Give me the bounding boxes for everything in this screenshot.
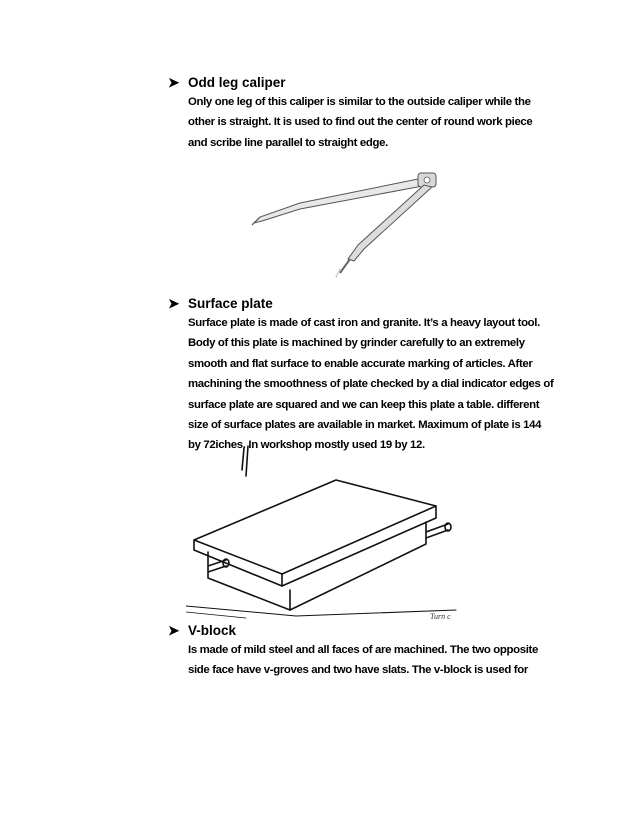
figure-caption: Turn c: [430, 612, 451, 620]
paragraph-line: Surface plate is made of cast iron and granite. It’s a heavy layout tool.: [188, 317, 540, 329]
odd-leg-caliper-image: [240, 165, 440, 285]
surface-plate-image: [186, 440, 466, 620]
paragraph-line: Is made of mild steel and all faces of are machined. The two opposite: [188, 644, 538, 656]
heading-surface-plate: [168, 296, 273, 312]
paragraph-line: machining the smoothness of plate checked by a dial indicator edges of: [188, 378, 554, 391]
arrow-bullet-icon: ➤: [168, 296, 180, 311]
paragraph-line: size of surface plates are available in market. Maximum of plate is 144: [188, 419, 542, 432]
heading-text: Odd leg caliper: [188, 75, 286, 90]
paragraph-line: Only one leg of this caliper is similar to the outside caliper while the: [188, 96, 531, 108]
heading-odd-leg-caliper: [168, 75, 286, 91]
paragraph-line: surface plate are squared and we can keep this plate a table. different: [188, 398, 540, 411]
paragraph-line: other is straight. It is used to find out the center of round work piece: [188, 116, 533, 129]
arrow-bullet-icon: ➤: [168, 623, 180, 638]
heading-text: V-block: [188, 623, 237, 638]
heading-text: Surface plate: [188, 296, 273, 311]
paragraph-v-block: [188, 640, 588, 681]
paragraph-odd-leg-caliper: [188, 92, 588, 153]
paragraph-line: and scribe line parallel to straight edge.: [188, 136, 388, 149]
paragraph-line: by 72iches. In workshop mostly used 19 by 12.: [188, 439, 425, 452]
paragraph-line: side face have v-groves and two have slats. The v-block is used for: [188, 664, 528, 677]
arrow-bullet-icon: ➤: [168, 75, 180, 90]
paragraph-line: Body of this plate is machined by grinder carefully to an extremely: [188, 337, 525, 350]
paragraph-surface-plate: [188, 313, 588, 456]
heading-v-block: [168, 623, 236, 639]
paragraph-line: smooth and flat surface to enable accurate marking of articles. After: [188, 357, 533, 370]
